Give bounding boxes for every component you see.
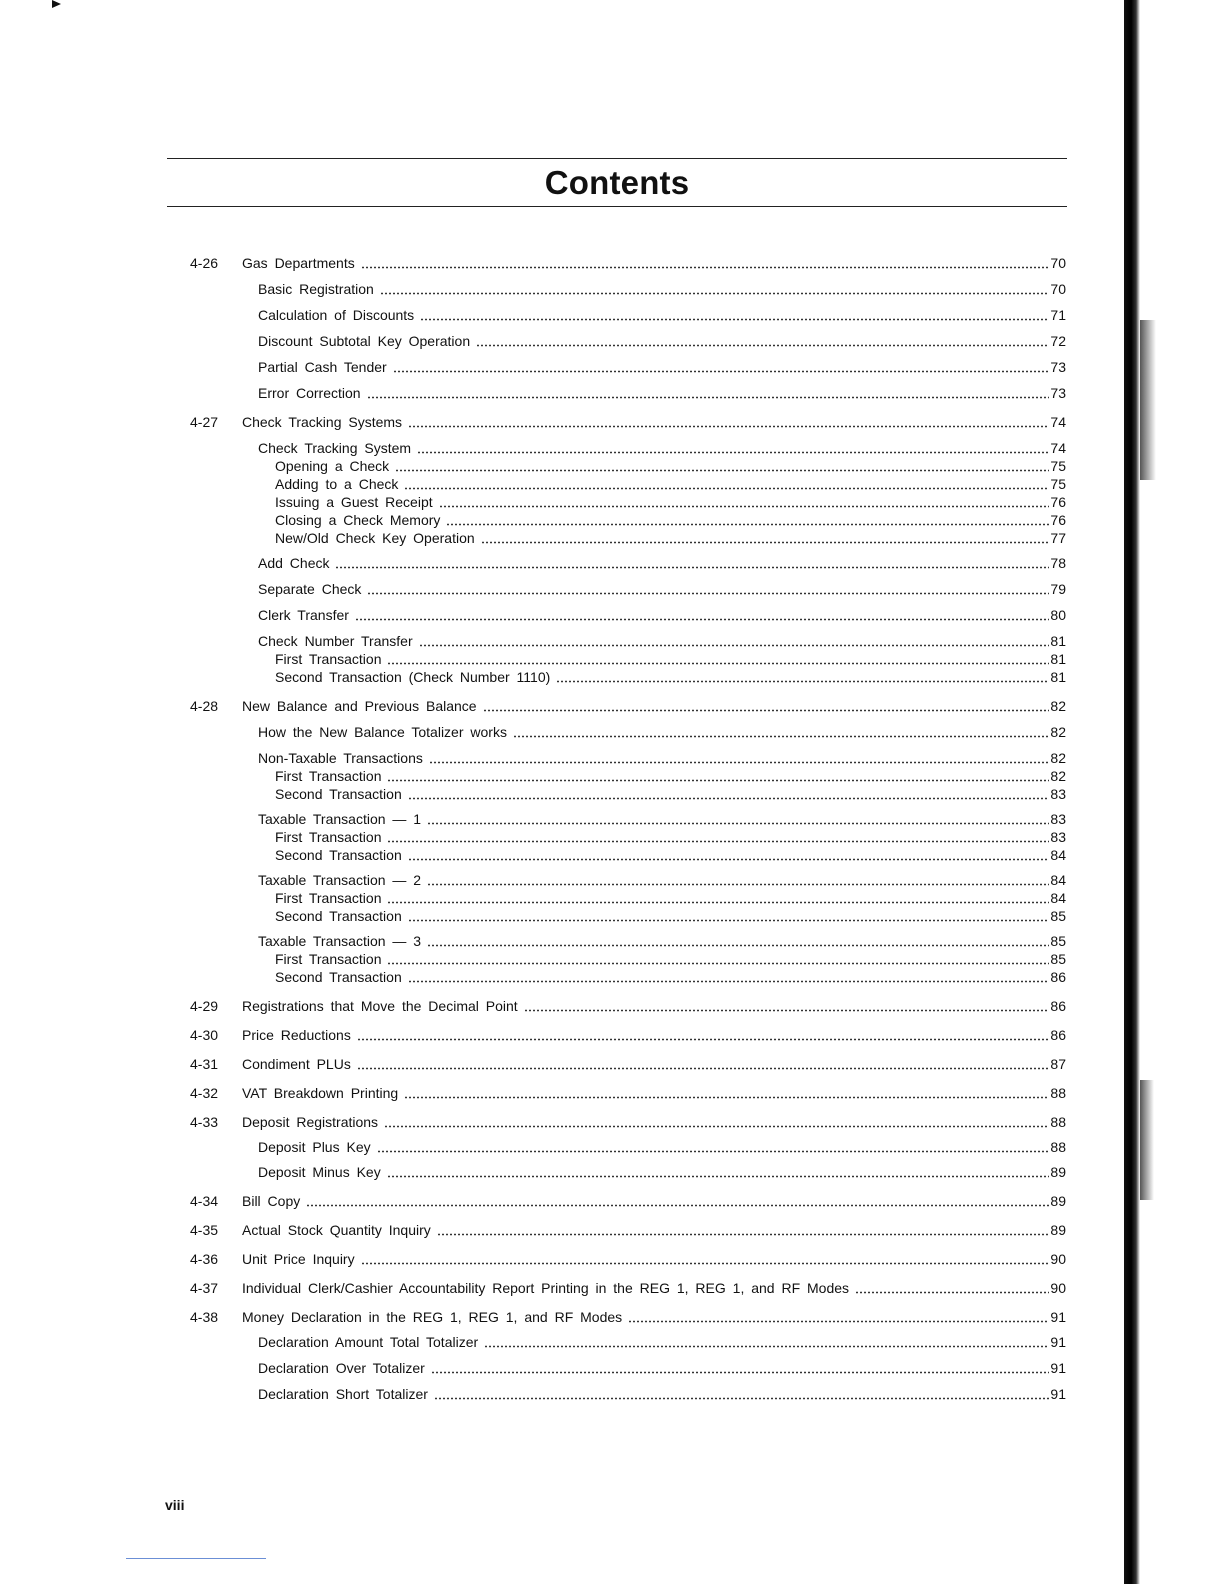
- section-number: 4-31: [190, 1056, 219, 1072]
- entry-page-number: 70: [1050, 255, 1066, 271]
- dot-leader: [408, 858, 1050, 861]
- section-number: 4-37: [190, 1280, 219, 1296]
- page-title: Contents: [544, 164, 690, 201]
- entry-title: Basic Registration: [258, 281, 374, 297]
- toc-entry: [190, 650, 1066, 668]
- entry-title: First Transaction: [275, 951, 382, 967]
- toc-entry: [190, 457, 1066, 475]
- toc-entry: [190, 889, 1066, 907]
- entry-title: Individual Clerk/Cashier Accountability Report Printing in the REG 1, REG 1, and RF Modes: [242, 1280, 850, 1296]
- toc-entry: [190, 723, 1066, 741]
- entry-page-number: 82: [1050, 750, 1066, 766]
- table-of-contents: [190, 254, 1066, 1403]
- toc-entry: [190, 968, 1066, 986]
- dot-leader: [427, 944, 1049, 947]
- dot-leader: [387, 840, 1049, 843]
- entry-title: Opening a Check: [275, 458, 390, 474]
- entry-page-number: 84: [1050, 872, 1066, 888]
- toc-entry: [190, 580, 1066, 598]
- dot-leader: [387, 662, 1049, 665]
- dot-leader: [395, 469, 1049, 472]
- dot-leader: [361, 266, 1050, 269]
- entry-title: Money Declaration in the REG 1, REG 1, and RF Modes: [242, 1309, 623, 1325]
- entry-title: Deposit Minus Key: [258, 1164, 381, 1180]
- entry-title: Second Transaction: [275, 786, 402, 802]
- dot-leader: [387, 962, 1049, 965]
- dot-leader: [476, 344, 1049, 347]
- entry-title: Second Transaction: [275, 969, 402, 985]
- entry-page-number: 81: [1050, 669, 1066, 685]
- section-number: 4-28: [190, 698, 219, 714]
- dot-leader: [556, 680, 1049, 683]
- toc-entry: [190, 932, 1066, 950]
- entry-page-number: 88: [1050, 1114, 1066, 1130]
- entry-page-number: 87: [1050, 1056, 1066, 1072]
- entry-page-number: 82: [1050, 724, 1066, 740]
- scan-edge-shadow: [1124, 0, 1140, 1584]
- scan-edge-shadow: [1140, 1080, 1154, 1200]
- entry-title: Second Transaction: [275, 847, 402, 863]
- header-rule-top: [167, 158, 1067, 159]
- dot-leader: [387, 901, 1049, 904]
- toc-entry: [190, 1055, 1066, 1073]
- dot-leader: [361, 1262, 1050, 1265]
- toc-entry: [190, 254, 1066, 272]
- entry-title: Check Tracking Systems: [242, 414, 403, 430]
- entry-title: Taxable Transaction — 2: [258, 872, 422, 888]
- dot-leader: [417, 451, 1049, 454]
- corner-arrow-icon: [52, 0, 61, 8]
- entry-page-number: 86: [1050, 1027, 1066, 1043]
- entry-title: How the New Balance Totalizer works: [258, 724, 507, 740]
- entry-page-number: 91: [1050, 1309, 1066, 1325]
- entry-title: New/Old Check Key Operation: [275, 530, 475, 546]
- toc-entry: [190, 907, 1066, 925]
- dot-leader: [306, 1204, 1049, 1207]
- dot-leader: [437, 1233, 1050, 1236]
- dot-leader: [335, 566, 1049, 569]
- entry-page-number: 89: [1050, 1222, 1066, 1238]
- entry-title: First Transaction: [275, 829, 382, 845]
- dot-leader: [420, 318, 1049, 321]
- toc-entry: [190, 384, 1066, 402]
- entry-title: Declaration Over Totalizer: [258, 1360, 425, 1376]
- entry-title: Partial Cash Tender: [258, 359, 387, 375]
- dot-leader: [427, 822, 1049, 825]
- dot-leader: [387, 779, 1049, 782]
- dot-leader: [431, 1371, 1050, 1374]
- toc-entry: [190, 1113, 1066, 1131]
- entry-title: Actual Stock Quantity Inquiry: [242, 1222, 431, 1238]
- entry-page-number: 86: [1050, 969, 1066, 985]
- entry-page-number: 71: [1050, 307, 1066, 323]
- entry-title: Discount Subtotal Key Operation: [258, 333, 471, 349]
- entry-page-number: 84: [1050, 847, 1066, 863]
- toc-entry: [190, 493, 1066, 511]
- dot-leader: [384, 1125, 1049, 1128]
- toc-entry: [190, 1385, 1066, 1403]
- toc-entry: [190, 358, 1066, 376]
- entry-title: Separate Check: [258, 581, 362, 597]
- dot-leader: [404, 1096, 1049, 1099]
- entry-page-number: 81: [1050, 633, 1066, 649]
- toc-entry: [190, 1308, 1066, 1326]
- entry-title: Registrations that Move the Decimal Point: [242, 998, 518, 1014]
- entry-page-number: 85: [1050, 951, 1066, 967]
- dot-leader: [408, 425, 1049, 428]
- toc-entry: [190, 439, 1066, 457]
- entry-page-number: 70: [1050, 281, 1066, 297]
- entry-page-number: 75: [1050, 476, 1066, 492]
- dot-leader: [855, 1291, 1049, 1294]
- dot-leader: [408, 919, 1050, 922]
- header-rule-bottom: [167, 206, 1067, 207]
- entry-title: Gas Departments: [242, 255, 355, 271]
- dot-leader: [357, 1038, 1050, 1041]
- dot-leader: [404, 487, 1049, 490]
- toc-entry: [190, 1359, 1066, 1377]
- toc-entry: [190, 1333, 1066, 1351]
- entry-page-number: 73: [1050, 359, 1066, 375]
- entry-title: Adding to a Check: [275, 476, 399, 492]
- footer-rule: [126, 1558, 266, 1559]
- entry-page-number: 85: [1050, 908, 1066, 924]
- entry-page-number: 89: [1050, 1193, 1066, 1209]
- entry-page-number: 83: [1050, 829, 1066, 845]
- page-number: viii: [165, 1497, 185, 1513]
- section-number: 4-30: [190, 1027, 219, 1043]
- toc-entry: [190, 871, 1066, 889]
- dot-leader: [367, 592, 1049, 595]
- entry-page-number: 79: [1050, 581, 1066, 597]
- toc-entry: [190, 997, 1066, 1015]
- toc-entry: [190, 950, 1066, 968]
- dot-leader: [513, 735, 1049, 738]
- entry-page-number: 76: [1050, 494, 1066, 510]
- toc-entry: [190, 1138, 1066, 1156]
- toc-entry: [190, 1026, 1066, 1044]
- entry-title: Second Transaction: [275, 908, 402, 924]
- entry-page-number: 72: [1050, 333, 1066, 349]
- entry-title: Taxable Transaction — 3: [258, 933, 422, 949]
- toc-entry: [190, 306, 1066, 324]
- toc-entry: [190, 810, 1066, 828]
- toc-entry: [190, 1084, 1066, 1102]
- toc-entry: [190, 749, 1066, 767]
- dot-leader: [367, 396, 1050, 399]
- entry-title: Error Correction: [258, 385, 361, 401]
- toc-entry: [190, 697, 1066, 715]
- dot-leader: [427, 883, 1049, 886]
- entry-title: First Transaction: [275, 890, 382, 906]
- dot-leader: [446, 523, 1049, 526]
- entry-title: Issuing a Guest Receipt: [275, 494, 433, 510]
- entry-page-number: 90: [1050, 1251, 1066, 1267]
- entry-title: Check Number Transfer: [258, 633, 413, 649]
- entry-page-number: 84: [1050, 890, 1066, 906]
- entry-title: Declaration Amount Total Totalizer: [258, 1334, 479, 1350]
- dot-leader: [380, 292, 1050, 295]
- toc-entry: [190, 1192, 1066, 1210]
- entry-title: Clerk Transfer: [258, 607, 349, 623]
- section-number: 4-35: [190, 1222, 219, 1238]
- toc-entry: [190, 280, 1066, 298]
- section-number: 4-27: [190, 414, 219, 430]
- entry-page-number: 74: [1050, 440, 1066, 456]
- entry-title: Second Transaction (Check Number 1110): [275, 669, 551, 685]
- section-number: 4-26: [190, 255, 219, 271]
- dot-leader: [434, 1397, 1049, 1400]
- entry-page-number: 83: [1050, 786, 1066, 802]
- entry-title: Unit Price Inquiry: [242, 1251, 355, 1267]
- entry-page-number: 77: [1050, 530, 1066, 546]
- entry-page-number: 88: [1050, 1139, 1066, 1155]
- scan-edge-shadow: [1140, 320, 1156, 480]
- entry-title: Taxable Transaction — 1: [258, 811, 422, 827]
- toc-entry: [190, 767, 1066, 785]
- dot-leader: [419, 644, 1050, 647]
- entry-page-number: 78: [1050, 555, 1066, 571]
- dot-leader: [357, 1067, 1050, 1070]
- dot-leader: [408, 980, 1050, 983]
- entry-title: Price Reductions: [242, 1027, 351, 1043]
- entry-title: Non-Taxable Transactions: [258, 750, 423, 766]
- entry-page-number: 83: [1050, 811, 1066, 827]
- entry-title: First Transaction: [275, 651, 382, 667]
- entry-title: Condiment PLUs: [242, 1056, 351, 1072]
- entry-title: Closing a Check Memory: [275, 512, 441, 528]
- entry-page-number: 89: [1050, 1164, 1066, 1180]
- dot-leader: [483, 709, 1050, 712]
- toc-entry: [190, 1250, 1066, 1268]
- dot-leader: [481, 541, 1050, 544]
- dot-leader: [387, 1175, 1050, 1178]
- toc-entry: [190, 785, 1066, 803]
- section-number: 4-29: [190, 998, 219, 1014]
- entry-title: Calculation of Discounts: [258, 307, 415, 323]
- toc-entry: [190, 554, 1066, 572]
- toc-entry: [190, 668, 1066, 686]
- entry-title: Check Tracking System: [258, 440, 412, 456]
- section-number: 4-38: [190, 1309, 219, 1325]
- toc-entry: [190, 529, 1066, 547]
- dot-leader: [408, 797, 1050, 800]
- entry-page-number: 91: [1050, 1360, 1066, 1376]
- entry-page-number: 81: [1050, 651, 1066, 667]
- toc-entry: [190, 1279, 1066, 1297]
- entry-page-number: 75: [1050, 458, 1066, 474]
- entry-page-number: 86: [1050, 998, 1066, 1014]
- dot-leader: [628, 1320, 1049, 1323]
- dot-leader: [484, 1345, 1049, 1348]
- entry-title: Deposit Registrations: [242, 1114, 379, 1130]
- section-number: 4-32: [190, 1085, 219, 1101]
- toc-entry: [190, 632, 1066, 650]
- dot-leader: [524, 1009, 1050, 1012]
- entry-title: Bill Copy: [242, 1193, 301, 1209]
- toc-entry: [190, 332, 1066, 350]
- dot-leader: [393, 370, 1050, 373]
- entry-page-number: 91: [1050, 1386, 1066, 1402]
- dot-leader: [377, 1150, 1050, 1153]
- dot-leader: [439, 505, 1050, 508]
- toc-entry: [190, 413, 1066, 431]
- entry-page-number: 88: [1050, 1085, 1066, 1101]
- section-number: 4-36: [190, 1251, 219, 1267]
- entry-title: Declaration Short Totalizer: [258, 1386, 428, 1402]
- entry-page-number: 74: [1050, 414, 1066, 430]
- toc-entry: [190, 828, 1066, 846]
- section-number: 4-34: [190, 1193, 219, 1209]
- entry-title: VAT Breakdown Printing: [242, 1085, 399, 1101]
- entry-title: Deposit Plus Key: [258, 1139, 371, 1155]
- entry-title: New Balance and Previous Balance: [242, 698, 477, 714]
- entry-page-number: 85: [1050, 933, 1066, 949]
- section-number: 4-33: [190, 1114, 219, 1130]
- toc-entry: [190, 1221, 1066, 1239]
- entry-page-number: 73: [1050, 385, 1066, 401]
- entry-page-number: 90: [1050, 1280, 1066, 1296]
- toc-entry: [190, 475, 1066, 493]
- entry-page-number: 76: [1050, 512, 1066, 528]
- dot-leader: [429, 761, 1050, 764]
- toc-entry: [190, 1163, 1066, 1181]
- entry-title: Add Check: [258, 555, 330, 571]
- toc-entry: [190, 846, 1066, 864]
- entry-title: First Transaction: [275, 768, 382, 784]
- entry-page-number: 82: [1050, 698, 1066, 714]
- dot-leader: [355, 618, 1050, 621]
- toc-entry: [190, 606, 1066, 624]
- toc-entry: [190, 511, 1066, 529]
- entry-page-number: 80: [1050, 607, 1066, 623]
- entry-page-number: 91: [1050, 1334, 1066, 1350]
- entry-page-number: 82: [1050, 768, 1066, 784]
